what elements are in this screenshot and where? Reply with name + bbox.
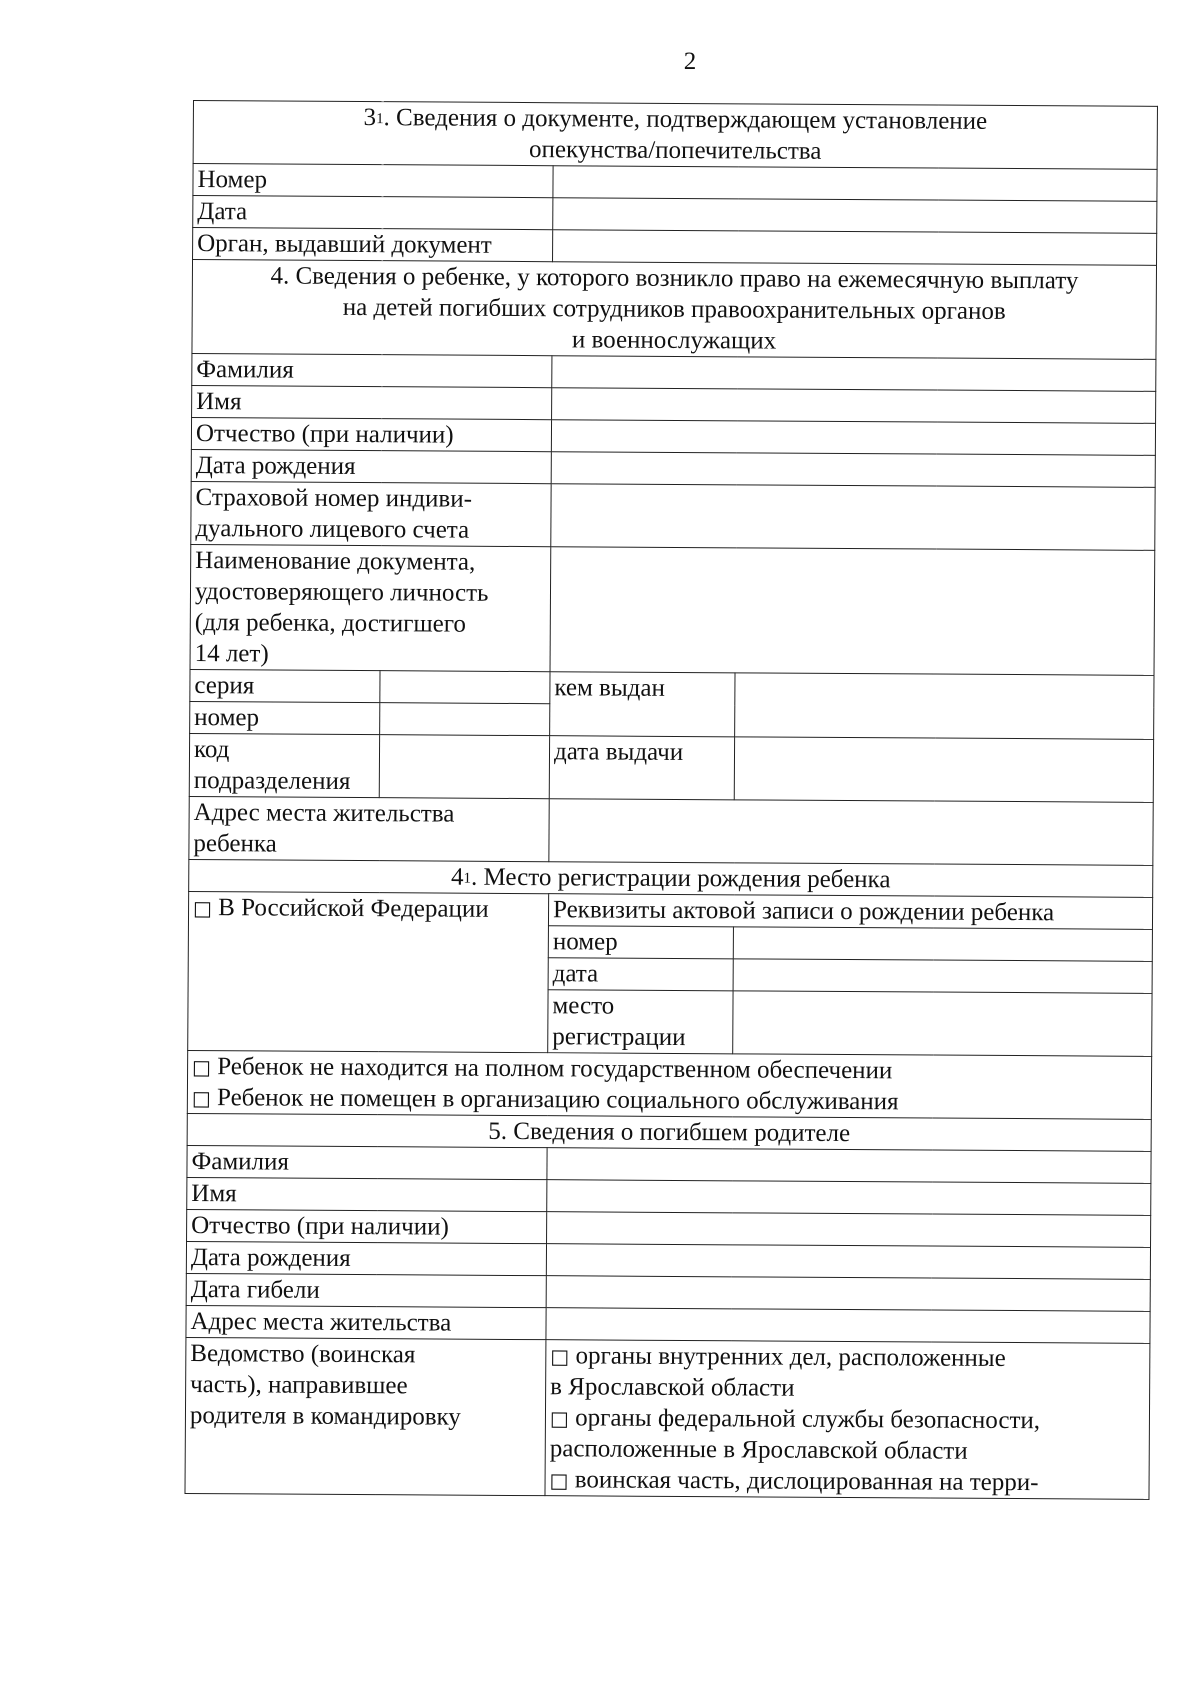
child-address-line2: ребенка <box>193 830 277 858</box>
registration-place-line2: регистрации <box>552 1023 686 1052</box>
field-value[interactable] <box>546 1308 1150 1344</box>
registration-place-value[interactable] <box>733 991 1152 1057</box>
act-date-value[interactable] <box>733 959 1152 994</box>
department-option-1[interactable] <box>550 1340 1145 1375</box>
option-label-line2: в Ярославской области <box>550 1373 795 1402</box>
identity-doc-value[interactable] <box>550 547 1155 676</box>
snils-value[interactable] <box>551 484 1155 551</box>
registration-place-line1: место <box>552 992 615 1020</box>
department-label <box>185 1337 546 1495</box>
field-value[interactable] <box>546 1276 1150 1312</box>
field-label: Дата гибели <box>186 1273 546 1307</box>
section-superscript: 1 <box>376 111 384 128</box>
issued-by-value[interactable] <box>735 673 1154 740</box>
registration-place-label <box>548 990 733 1054</box>
checkbox-icon[interactable]: □ <box>550 1344 570 1369</box>
identity-doc-label <box>190 544 551 671</box>
field-label: Дата рождения <box>186 1241 546 1275</box>
form-table <box>184 100 1158 1500</box>
department-option-3[interactable] <box>549 1464 1144 1499</box>
act-number-label: номер <box>548 926 733 959</box>
section-title-line2: опекунства/попечительства <box>528 136 822 165</box>
section-title-line2: на детей погибших сотрудников правоохранительных органов <box>342 293 1006 325</box>
field-value[interactable] <box>546 1244 1150 1280</box>
field-label: Имя <box>187 1177 547 1211</box>
department-line3: родителя в командировку <box>189 1402 461 1431</box>
field-label: Дата рождения <box>191 449 551 483</box>
requisites-label: Реквизиты актовой записи о рождении ребенка <box>548 894 1152 930</box>
division-code-line2: подразделения <box>193 767 351 795</box>
department-line2: часть), направившее <box>190 1371 408 1400</box>
status-option-label: Ребенок не помещен в организацию социального обслуживания <box>216 1084 899 1116</box>
field-label: Фамилия <box>192 353 552 387</box>
snils-line2: дуального лицевого счета <box>195 515 470 544</box>
option-label-line2: расположенные в Ярославской области <box>549 1435 968 1465</box>
series-label: серия <box>190 669 380 702</box>
series-value[interactable] <box>380 671 550 704</box>
field-label: Отчество (при наличии) <box>187 1209 547 1243</box>
child-address-value[interactable] <box>549 799 1153 866</box>
section-title: 5. Сведения о погибшем родителе <box>187 1113 1151 1151</box>
division-code-label <box>189 733 379 797</box>
field-label: Фамилия <box>187 1145 547 1179</box>
form-row <box>190 544 1155 675</box>
snils-label <box>191 481 551 546</box>
rf-label: В Российской Федерации <box>218 894 489 923</box>
form-row <box>189 796 1153 865</box>
form-row <box>187 1209 1151 1247</box>
child-address-label <box>189 796 549 861</box>
section-number: 3 <box>363 104 377 132</box>
field-label: Дата <box>193 196 553 230</box>
section-4-header <box>192 260 1157 360</box>
field-value[interactable] <box>547 1148 1151 1184</box>
section-superscript: 1 <box>463 870 472 887</box>
checkbox-icon[interactable]: □ <box>549 1406 569 1431</box>
form-row <box>189 733 1153 802</box>
section-title: . Место регистрации рождения ребенка <box>470 863 891 894</box>
checkbox-icon[interactable]: □ <box>549 1468 569 1493</box>
department-line1: Ведомство (воинская <box>190 1340 416 1369</box>
identity-doc-line2: удостоверяющего личность <box>194 578 489 607</box>
checkbox-icon[interactable]: □ <box>192 1055 212 1080</box>
division-code-line1: код <box>193 736 230 764</box>
application-form <box>184 100 1156 1500</box>
form-row <box>185 1337 1150 1499</box>
identity-doc-line1: Наименование документа, <box>195 547 476 576</box>
form-row <box>186 1305 1150 1343</box>
section-3-1-header <box>193 101 1157 170</box>
page-number: 2 <box>683 48 697 75</box>
form-row <box>188 891 1152 929</box>
form-row <box>191 481 1155 550</box>
option-label: воинская часть, дислоцированная на терри- <box>574 1466 1039 1497</box>
department-option-2[interactable] <box>550 1402 1145 1437</box>
field-value[interactable] <box>547 1180 1151 1216</box>
field-value[interactable] <box>551 452 1155 488</box>
checkbox-icon[interactable]: □ <box>191 1086 211 1111</box>
section-title: 4. Сведения о ребенке, у которого возникло право на ежемесячную выплату <box>270 262 1079 295</box>
act-date-label: дата <box>548 958 733 991</box>
option-label: органы внутренних дел, расположенные <box>575 1342 1006 1372</box>
checkbox-icon[interactable]: □ <box>192 896 213 921</box>
issued-by-label: кем выдан <box>550 672 735 737</box>
section-number: 4 <box>450 863 464 891</box>
section-title: . Сведения о документе, подтверждающем установление <box>383 104 988 135</box>
field-value[interactable] <box>547 1212 1151 1248</box>
section-title-line3: и военнослужащих <box>571 326 777 355</box>
issue-date-label: дата выдачи <box>549 736 734 800</box>
status-option-2[interactable] <box>192 1082 1147 1119</box>
snils-line1: Страховой номер индиви- <box>195 484 473 513</box>
child-status-options <box>187 1050 1151 1119</box>
option-label: органы федеральной службы безопасности, <box>575 1404 1041 1435</box>
status-option-label: Ребенок не находится на полном государственном обеспечении <box>217 1053 893 1085</box>
act-number-value[interactable] <box>733 927 1152 962</box>
field-label: Орган, выдавший документ <box>193 228 553 262</box>
form-row <box>187 1050 1151 1119</box>
child-address-line1: Адрес места жительства <box>193 799 455 828</box>
division-code-value[interactable] <box>379 735 549 799</box>
identity-doc-line4: 14 лет) <box>194 640 269 668</box>
field-value[interactable] <box>553 198 1157 234</box>
form-row <box>191 417 1155 455</box>
issue-date-value[interactable] <box>734 737 1153 803</box>
field-label: Номер <box>193 164 553 198</box>
number-label: номер <box>190 701 380 734</box>
field-value[interactable] <box>551 420 1155 456</box>
form-row <box>186 1241 1150 1279</box>
field-value[interactable] <box>552 388 1156 424</box>
field-label: Имя <box>192 385 552 419</box>
department-options <box>545 1340 1150 1500</box>
identity-doc-line3: (для ребенка, достигшего <box>194 609 466 638</box>
birth-place-option[interactable] <box>188 891 549 1052</box>
field-value[interactable] <box>553 230 1157 266</box>
form-row <box>191 449 1155 487</box>
field-value[interactable] <box>553 166 1157 202</box>
field-value[interactable] <box>552 356 1156 392</box>
field-label: Отчество (при наличии) <box>191 417 551 451</box>
field-label: Адрес места жительства <box>186 1305 546 1339</box>
form-row <box>193 228 1157 266</box>
number-value[interactable] <box>380 703 550 736</box>
